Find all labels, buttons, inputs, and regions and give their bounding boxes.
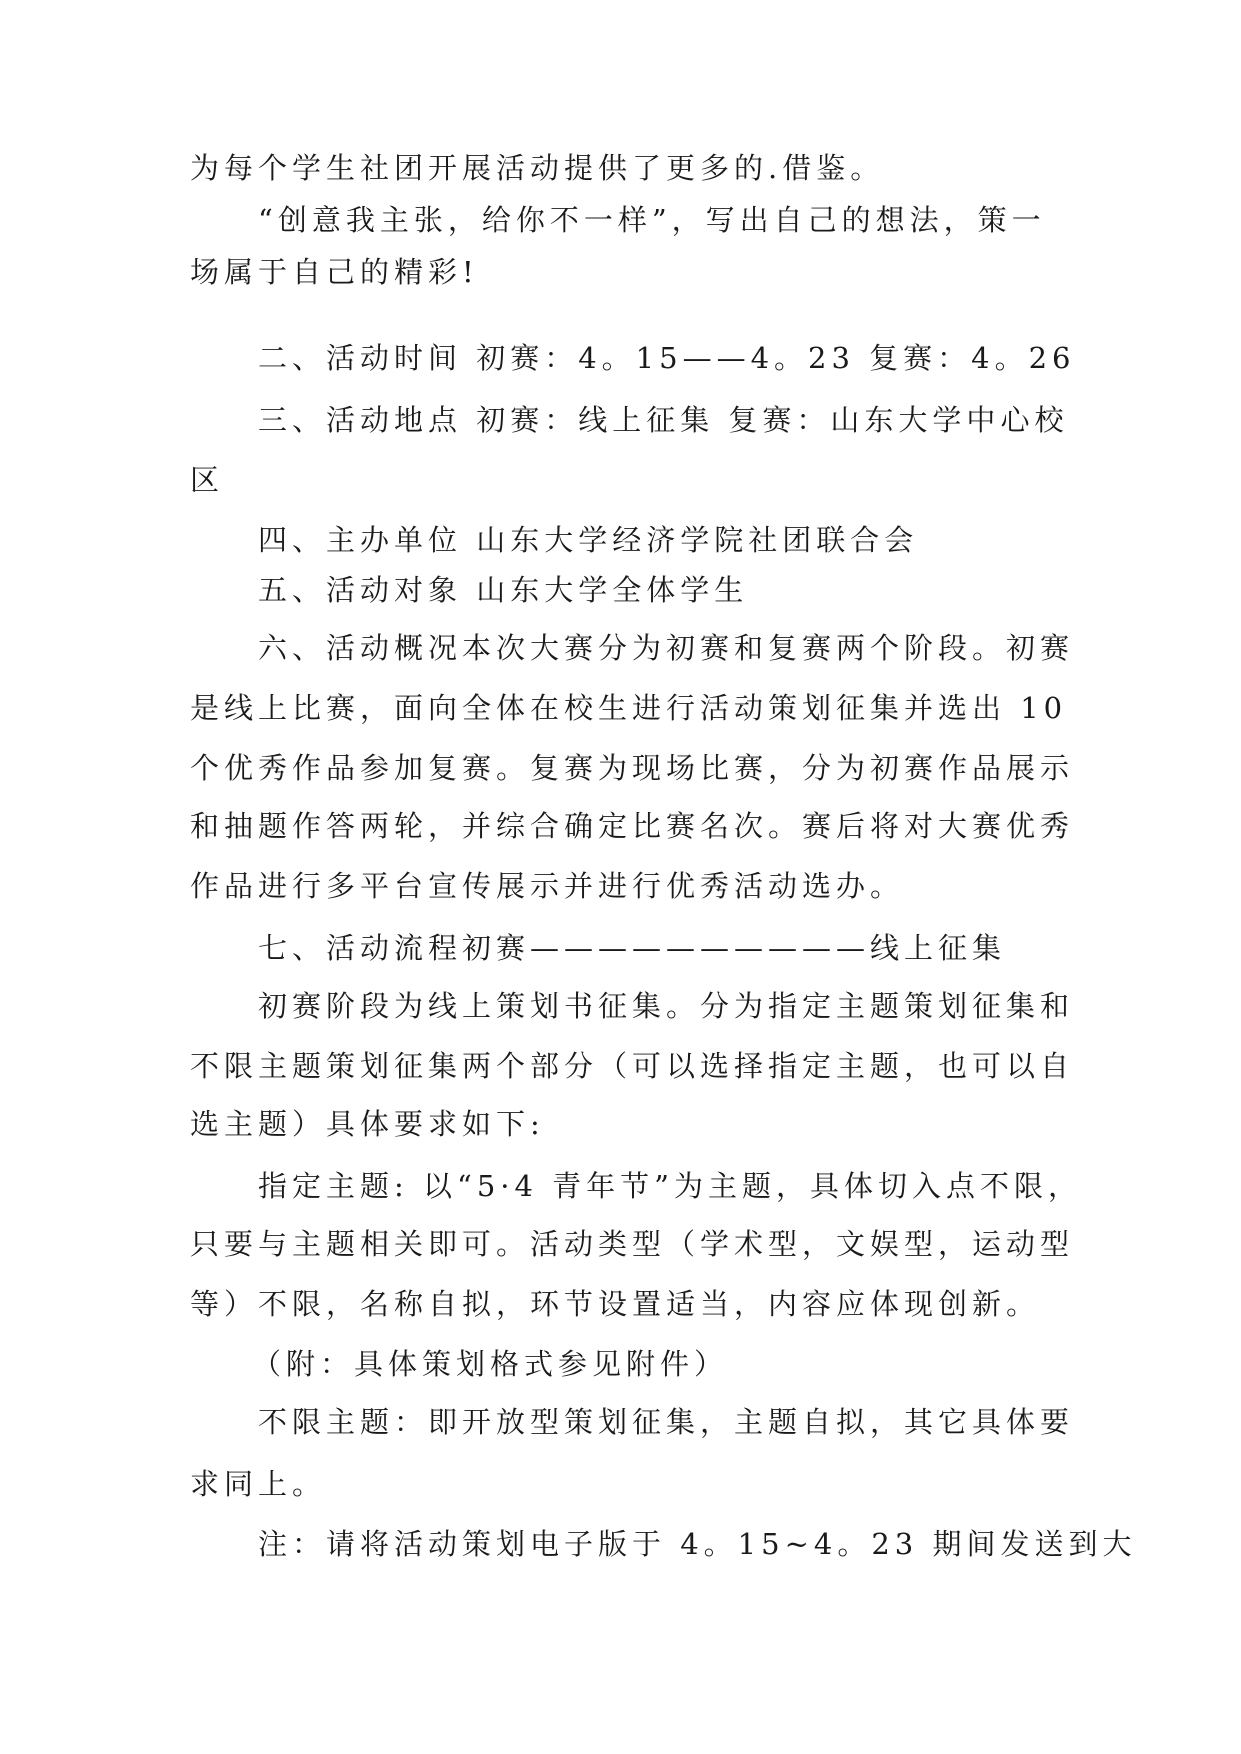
text-line: 选主题）具体要求如下: — [190, 1107, 545, 1141]
text-line: 六、活动概况本次大赛分为初赛和复赛两个阶段。初赛 — [258, 631, 1075, 665]
text-line: 初赛阶段为线上策划书征集。分为指定主题策划征集和 — [258, 989, 1075, 1023]
text-line: 五、活动对象 山东大学全体学生 — [258, 573, 749, 607]
text-line: “创意我主张，给你不一样”，写出自己的想法，策一 — [258, 203, 1046, 237]
text-line: 求同上。 — [190, 1467, 327, 1501]
text-line: 不限主题：即开放型策划征集，主题自拟，其它具体要 — [258, 1405, 1075, 1439]
text-line: 个优秀作品参加复赛。复赛为现场比赛，分为初赛作品展示 — [190, 751, 1075, 785]
text-line: 场属于自己的精彩! — [190, 255, 479, 289]
text-line: （附：具体策划格式参见附件） — [252, 1347, 729, 1381]
text-line: 不限主题策划征集两个部分（可以选择指定主题，也可以自 — [190, 1049, 1075, 1083]
text-line: 注：请将活动策划电子版于 4。15~4。23 期间发送到大 — [258, 1527, 1137, 1561]
text-line: 三、活动地点 初赛：线上征集 复赛：山东大学中心校 — [258, 403, 1069, 437]
text-line: 等）不限，名称自拟，环节设置适当，内容应体现创新。 — [190, 1287, 1041, 1321]
text-line: 指定主题: 以“5·4 青年节”为主题，具体切入点不限， — [258, 1169, 1082, 1203]
text-line: 和抽题作答两轮，并综合确定比赛名次。赛后将对大赛优秀 — [190, 809, 1075, 843]
text-line: 二、活动时间 初赛：4。15——4。23 复赛：4。26 — [258, 341, 1076, 375]
text-line: 区 — [190, 463, 225, 497]
text-line: 四、主办单位 山东大学经济学院社团联合会 — [258, 523, 919, 557]
text-line: 是线上比赛，面向全体在校生进行活动策划征集并选出 10 — [190, 691, 1068, 725]
text-line: 只要与主题相关即可。活动类型（学术型，文娱型，运动型 — [190, 1227, 1075, 1261]
text-line: 为每个学生社团开展活动提供了更多的.借鉴。 — [190, 151, 885, 185]
text-line: 七、活动流程初赛——————————线上征集 — [258, 931, 1007, 965]
text-line: 作品进行多平台宣传展示并进行优秀活动选办。 — [190, 869, 905, 903]
